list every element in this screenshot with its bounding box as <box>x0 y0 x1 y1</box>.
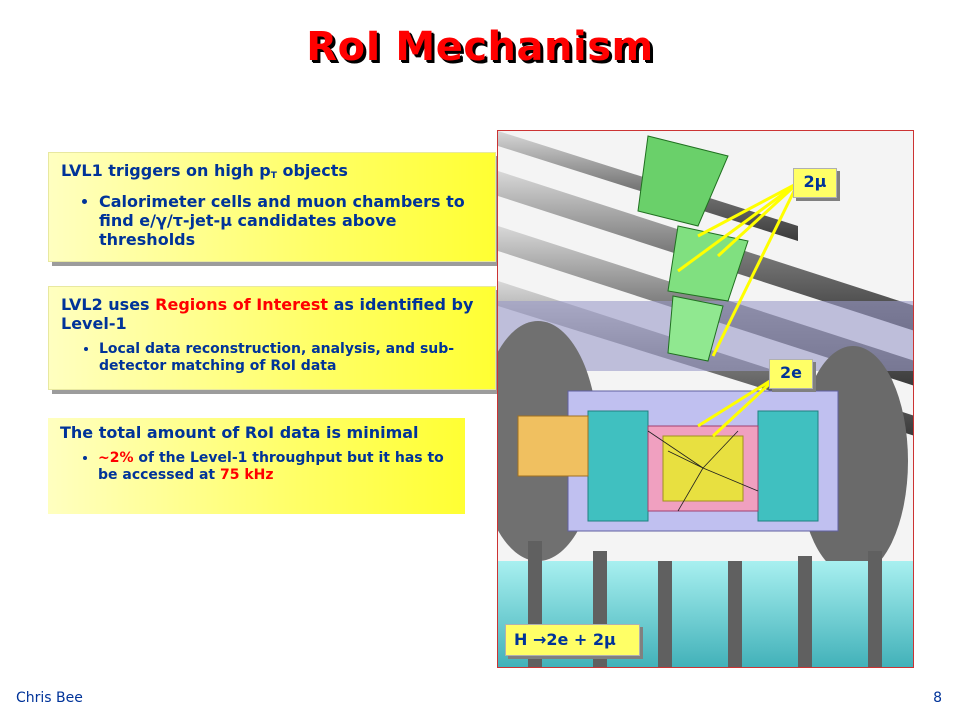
lvl2-heading-suffix: as identified by Level-1 <box>61 295 474 333</box>
lvl2-bullet: • Local data reconstruction, analysis, and sub-detector matching of RoI data <box>99 341 485 375</box>
lvl1-bullets <box>61 192 485 249</box>
roi-data-bullet <box>98 450 455 484</box>
lvl1-heading <box>61 161 485 186</box>
atlas-detector-image <box>497 130 914 668</box>
lvl2-textbox <box>48 286 496 390</box>
roi-data-bullet-text: of the Level-1 throughput but it has to be accessed at <box>98 450 444 483</box>
lvl2-heading <box>61 295 485 333</box>
slide-title: RoI Mechanism <box>306 24 654 70</box>
dielectron-label: 2e <box>769 359 813 389</box>
roi-data-bullets <box>60 450 455 484</box>
lvl1-heading-subscript: T <box>270 171 277 181</box>
lvl1-heading-suffix: objects <box>276 161 348 180</box>
lvl1-heading-text: LVL1 triggers on high p <box>61 161 271 180</box>
footer-author: Chris Bee <box>16 690 83 706</box>
lvl2-bullets <box>61 341 485 375</box>
higgs-decay-label: H →2e + 2μ <box>505 624 640 656</box>
dimuon-label: 2μ <box>793 168 837 198</box>
lvl1-bullet: • Calorimeter cells and muon chambers to find e/γ/τ-jet-μ candidates above thresholds <box>99 192 485 249</box>
lvl2-heading-text: LVL2 uses <box>61 295 156 314</box>
roi-data-textbox <box>48 418 465 514</box>
lvl2-heading-highlight: Regions of Interest <box>155 295 329 314</box>
roi-data-heading: The total amount of RoI data is minimal <box>60 423 419 442</box>
lvl1-textbox <box>48 152 496 262</box>
access-rate: 75 kHz <box>220 467 274 483</box>
throughput-percent: ~2% <box>98 450 134 466</box>
page-number: 8 <box>933 690 942 706</box>
detector-illustration <box>498 131 914 668</box>
